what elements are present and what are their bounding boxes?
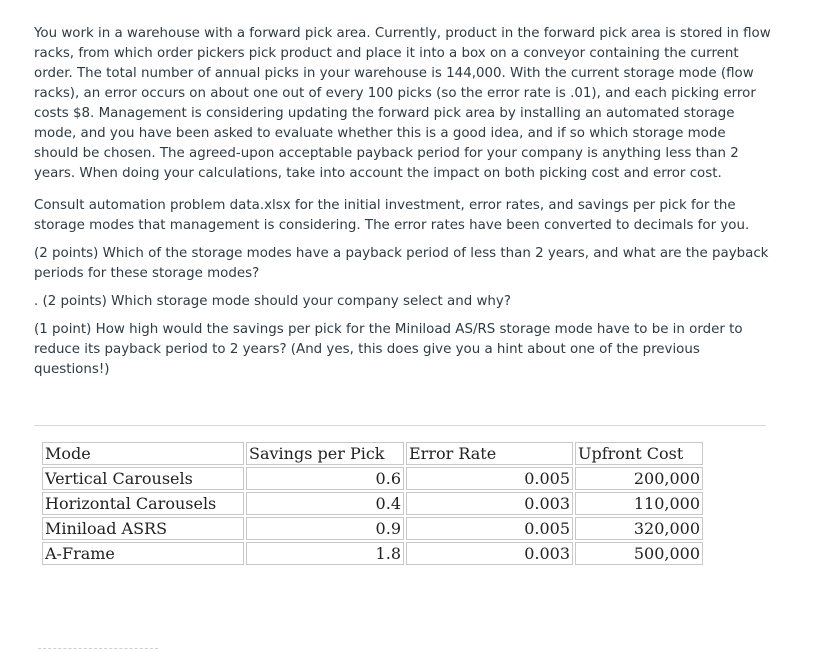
- mode-cell: Vertical Carousels: [42, 467, 244, 490]
- mode-cell: Horizontal Carousels: [42, 492, 244, 515]
- data-instructions-paragraph: Consult automation problem data.xlsx for the initial investment, error rates, and savings per pick for the storage modes that management is considering. The error rates have been converted to decimals for you.: [34, 198, 750, 233]
- error-rate-cell: 0.003: [406, 542, 573, 565]
- question-text: [34, 24, 772, 392]
- error-rate-cell: 0.003: [406, 492, 573, 515]
- upfront-cost-cell: 110,000: [575, 492, 703, 515]
- savings-cell: 0.6: [246, 467, 404, 490]
- intro-paragraph: You work in a warehouse with a forward pick area. Currently, product in the forward pick area is stored in flow racks, from which order pickers pick product and place it into a box on a conveyor containing the current order. The total number of annual picks in your warehouse is 144,000. With the current storage mode (flow racks), an error occurs on about one out of every 100 picks (so the error rate is .01), and each picking error costs $8. Management is considering updating the forward pick area by installing an automated storage mode, and you have been asked to evaluate whether this is a good idea, and if so which storage mode should be chosen. The agreed-upon acceptable payback period for your company is anything less than 2 years. When doing your calculations, take into account the impact on both picking cost and error cost.: [34, 26, 771, 181]
- savings-cell: 0.4: [246, 492, 404, 515]
- savings-cell: 1.8: [246, 542, 404, 565]
- mode-cell: Miniload ASRS: [42, 517, 244, 540]
- error-rate-cell: 0.005: [406, 517, 573, 540]
- question-2: . (2 points) Which storage mode should your company select and why?: [34, 294, 511, 309]
- question-3: (1 point) How high would the savings per pick for the Miniload AS/RS storage mode have to be in order to reduce its payback period to 2 years? (And yes, this does give you a hint about one of the previous questions!): [34, 322, 743, 377]
- cropped-content-edge: [38, 648, 158, 649]
- header-mode: Mode: [42, 442, 244, 465]
- table-header-row: [42, 442, 703, 465]
- header-savings-per-pick: Savings per Pick: [246, 442, 404, 465]
- table-row: [42, 542, 703, 565]
- savings-cell: 0.9: [246, 517, 404, 540]
- header-error-rate: Error Rate: [406, 442, 573, 465]
- mode-cell: A-Frame: [42, 542, 244, 565]
- upfront-cost-cell: 200,000: [575, 467, 703, 490]
- header-upfront-cost: Upfront Cost: [575, 442, 703, 465]
- table-row: [42, 492, 703, 515]
- section-divider: [34, 425, 766, 426]
- question-1: (2 points) Which of the storage modes have a payback period of less than 2 years, and what are the payback periods for these storage modes?: [34, 246, 769, 281]
- table-row: [42, 467, 703, 490]
- upfront-cost-cell: 500,000: [575, 542, 703, 565]
- error-rate-cell: 0.005: [406, 467, 573, 490]
- storage-mode-table: [40, 440, 705, 567]
- table-row: [42, 517, 703, 540]
- upfront-cost-cell: 320,000: [575, 517, 703, 540]
